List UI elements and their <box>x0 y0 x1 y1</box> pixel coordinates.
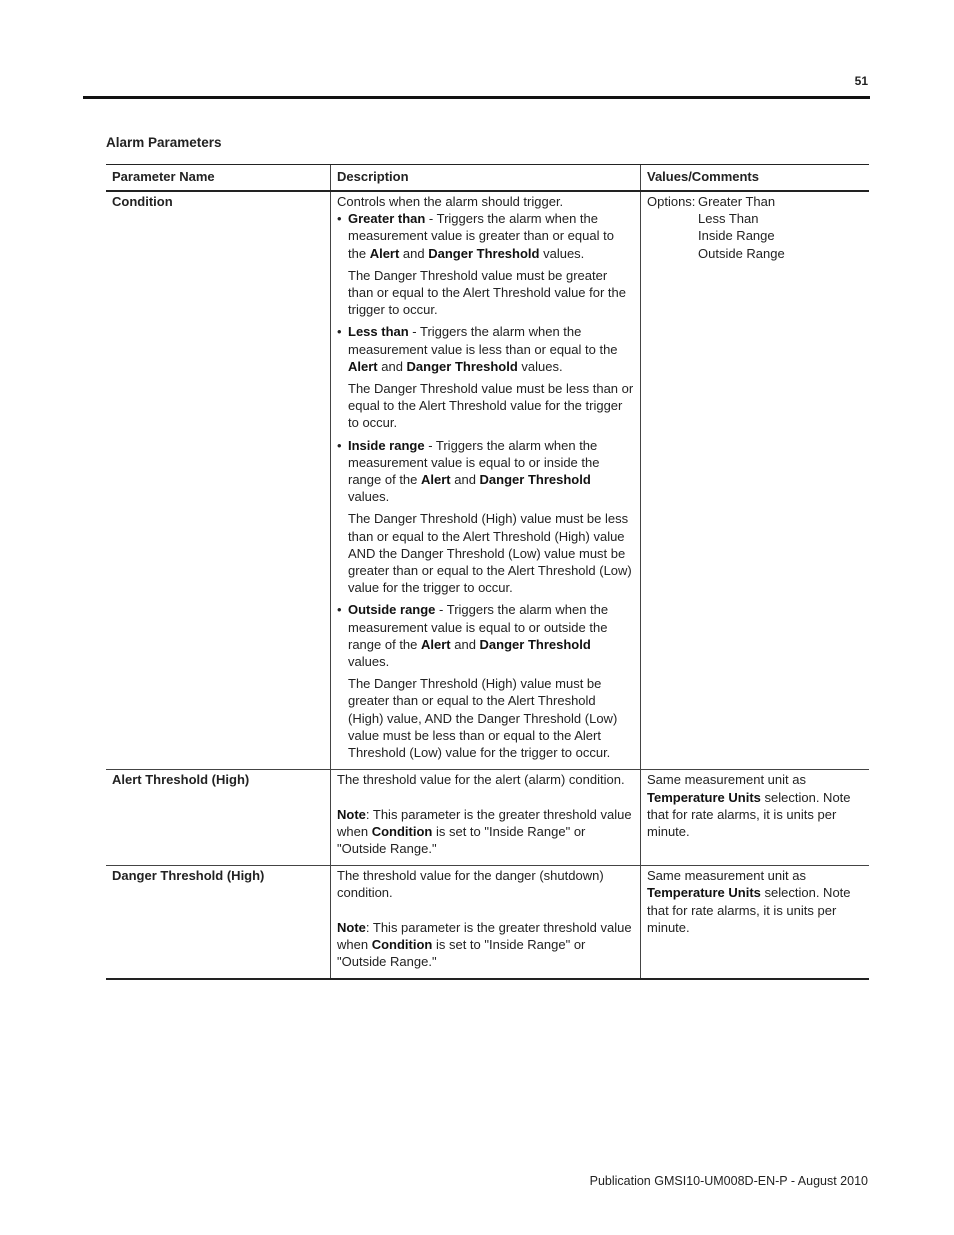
bullet-item <box>337 210 634 262</box>
option-item: Inside Range <box>698 228 775 244</box>
description-note: Note: This parameter is the greater threshold value when Condition is set to "Inside Range" or "Outside Range." <box>337 806 632 856</box>
param-name: Condition <box>106 191 331 770</box>
alarm-parameters-table <box>106 164 869 980</box>
bullet-subtext: The Danger Threshold value must be less than or equal to the Alert Threshold value for the trigger to occur. <box>348 381 634 431</box>
param-values <box>641 191 870 770</box>
bullet-subtext: The Danger Threshold (High) value must be less than or equal to the Alert Threshold (High) value AND the Danger Threshold (Low) value must be greater than or equal to the Alert Threshold (Low) value for the trigger to occur. <box>348 511 632 596</box>
header-description: Description <box>331 165 641 192</box>
bullet-text: Greater than - Triggers the alarm when the measurement value is greater than or equal to the Alert and Danger Threshold values. <box>348 211 614 261</box>
table-row-danger-threshold-high <box>106 866 869 980</box>
description-intro: Controls when the alarm should trigger. <box>337 194 564 209</box>
values-text: Same measurement unit as Temperature Units selection. Note that for rate alarms, it is units per minute. <box>647 772 851 839</box>
bullet-item <box>337 437 634 506</box>
bullet-dot-icon: • <box>337 437 342 453</box>
options-label: Options: <box>647 194 696 209</box>
param-description <box>331 191 641 770</box>
table-header-row <box>106 165 869 192</box>
bullet-item <box>337 601 634 670</box>
bullet-item <box>337 323 634 375</box>
page-number: 51 <box>854 74 868 88</box>
param-name: Danger Threshold (High) <box>106 866 331 980</box>
table-row-condition <box>106 191 869 770</box>
header-rule <box>83 96 870 99</box>
options-values <box>698 193 785 262</box>
param-description <box>331 770 641 866</box>
param-description <box>331 866 641 980</box>
description-note: Note: This parameter is the greater threshold value when Condition is set to "Inside Range" or "Outside Range." <box>337 919 632 969</box>
bullet-text: Outside range - Triggers the alarm when the measurement value is equal to or outside the range of the Alert and Danger Threshold values. <box>348 602 609 670</box>
bullet-dot-icon: • <box>337 602 342 618</box>
bullet-subtext: The Danger Threshold (High) value must be greater than or equal to the Alert Threshold (High) value, AND the Danger Threshold (Low) value must be less than or equal to the Alert Threshold (Low) value for the trigger to occur. <box>348 676 618 761</box>
values-text: Same measurement unit as Temperature Units selection. Note that for rate alarms, it is units per minute. <box>647 868 851 935</box>
option-item: Outside Range <box>698 245 785 261</box>
bullet-dot-icon: • <box>337 324 342 340</box>
bullet-text: Inside range - Triggers the alarm when the measurement value is equal to or inside the range of the Alert and Danger Threshold values. <box>348 437 600 505</box>
bullet-subtext: The Danger Threshold value must be greater than or equal to the Alert Threshold value for the trigger to occur. <box>348 267 626 318</box>
publication-footer: Publication GMSI10-UM008D-EN-P - August 2010 <box>589 1174 868 1188</box>
option-item: Less Than <box>698 211 759 227</box>
param-values <box>641 866 870 980</box>
table-row-alert-threshold-high <box>106 770 869 866</box>
options-list <box>647 193 863 262</box>
option-item: Greater Than <box>698 194 776 209</box>
description-text: The threshold value for the alert (alarm) condition. <box>337 772 625 788</box>
bullet-text: Less than - Triggers the alarm when the measurement value is less than or equal to the Alert and Danger Threshold values. <box>348 324 618 374</box>
bullet-dot-icon: • <box>337 211 342 227</box>
header-values-comments: Values/Comments <box>641 165 870 192</box>
header-parameter-name: Parameter Name <box>106 165 331 192</box>
param-values <box>641 770 870 866</box>
param-name: Alert Threshold (High) <box>106 770 331 866</box>
section-title: Alarm Parameters <box>106 135 222 150</box>
description-text: The threshold value for the danger (shutdown) condition. <box>337 868 604 901</box>
